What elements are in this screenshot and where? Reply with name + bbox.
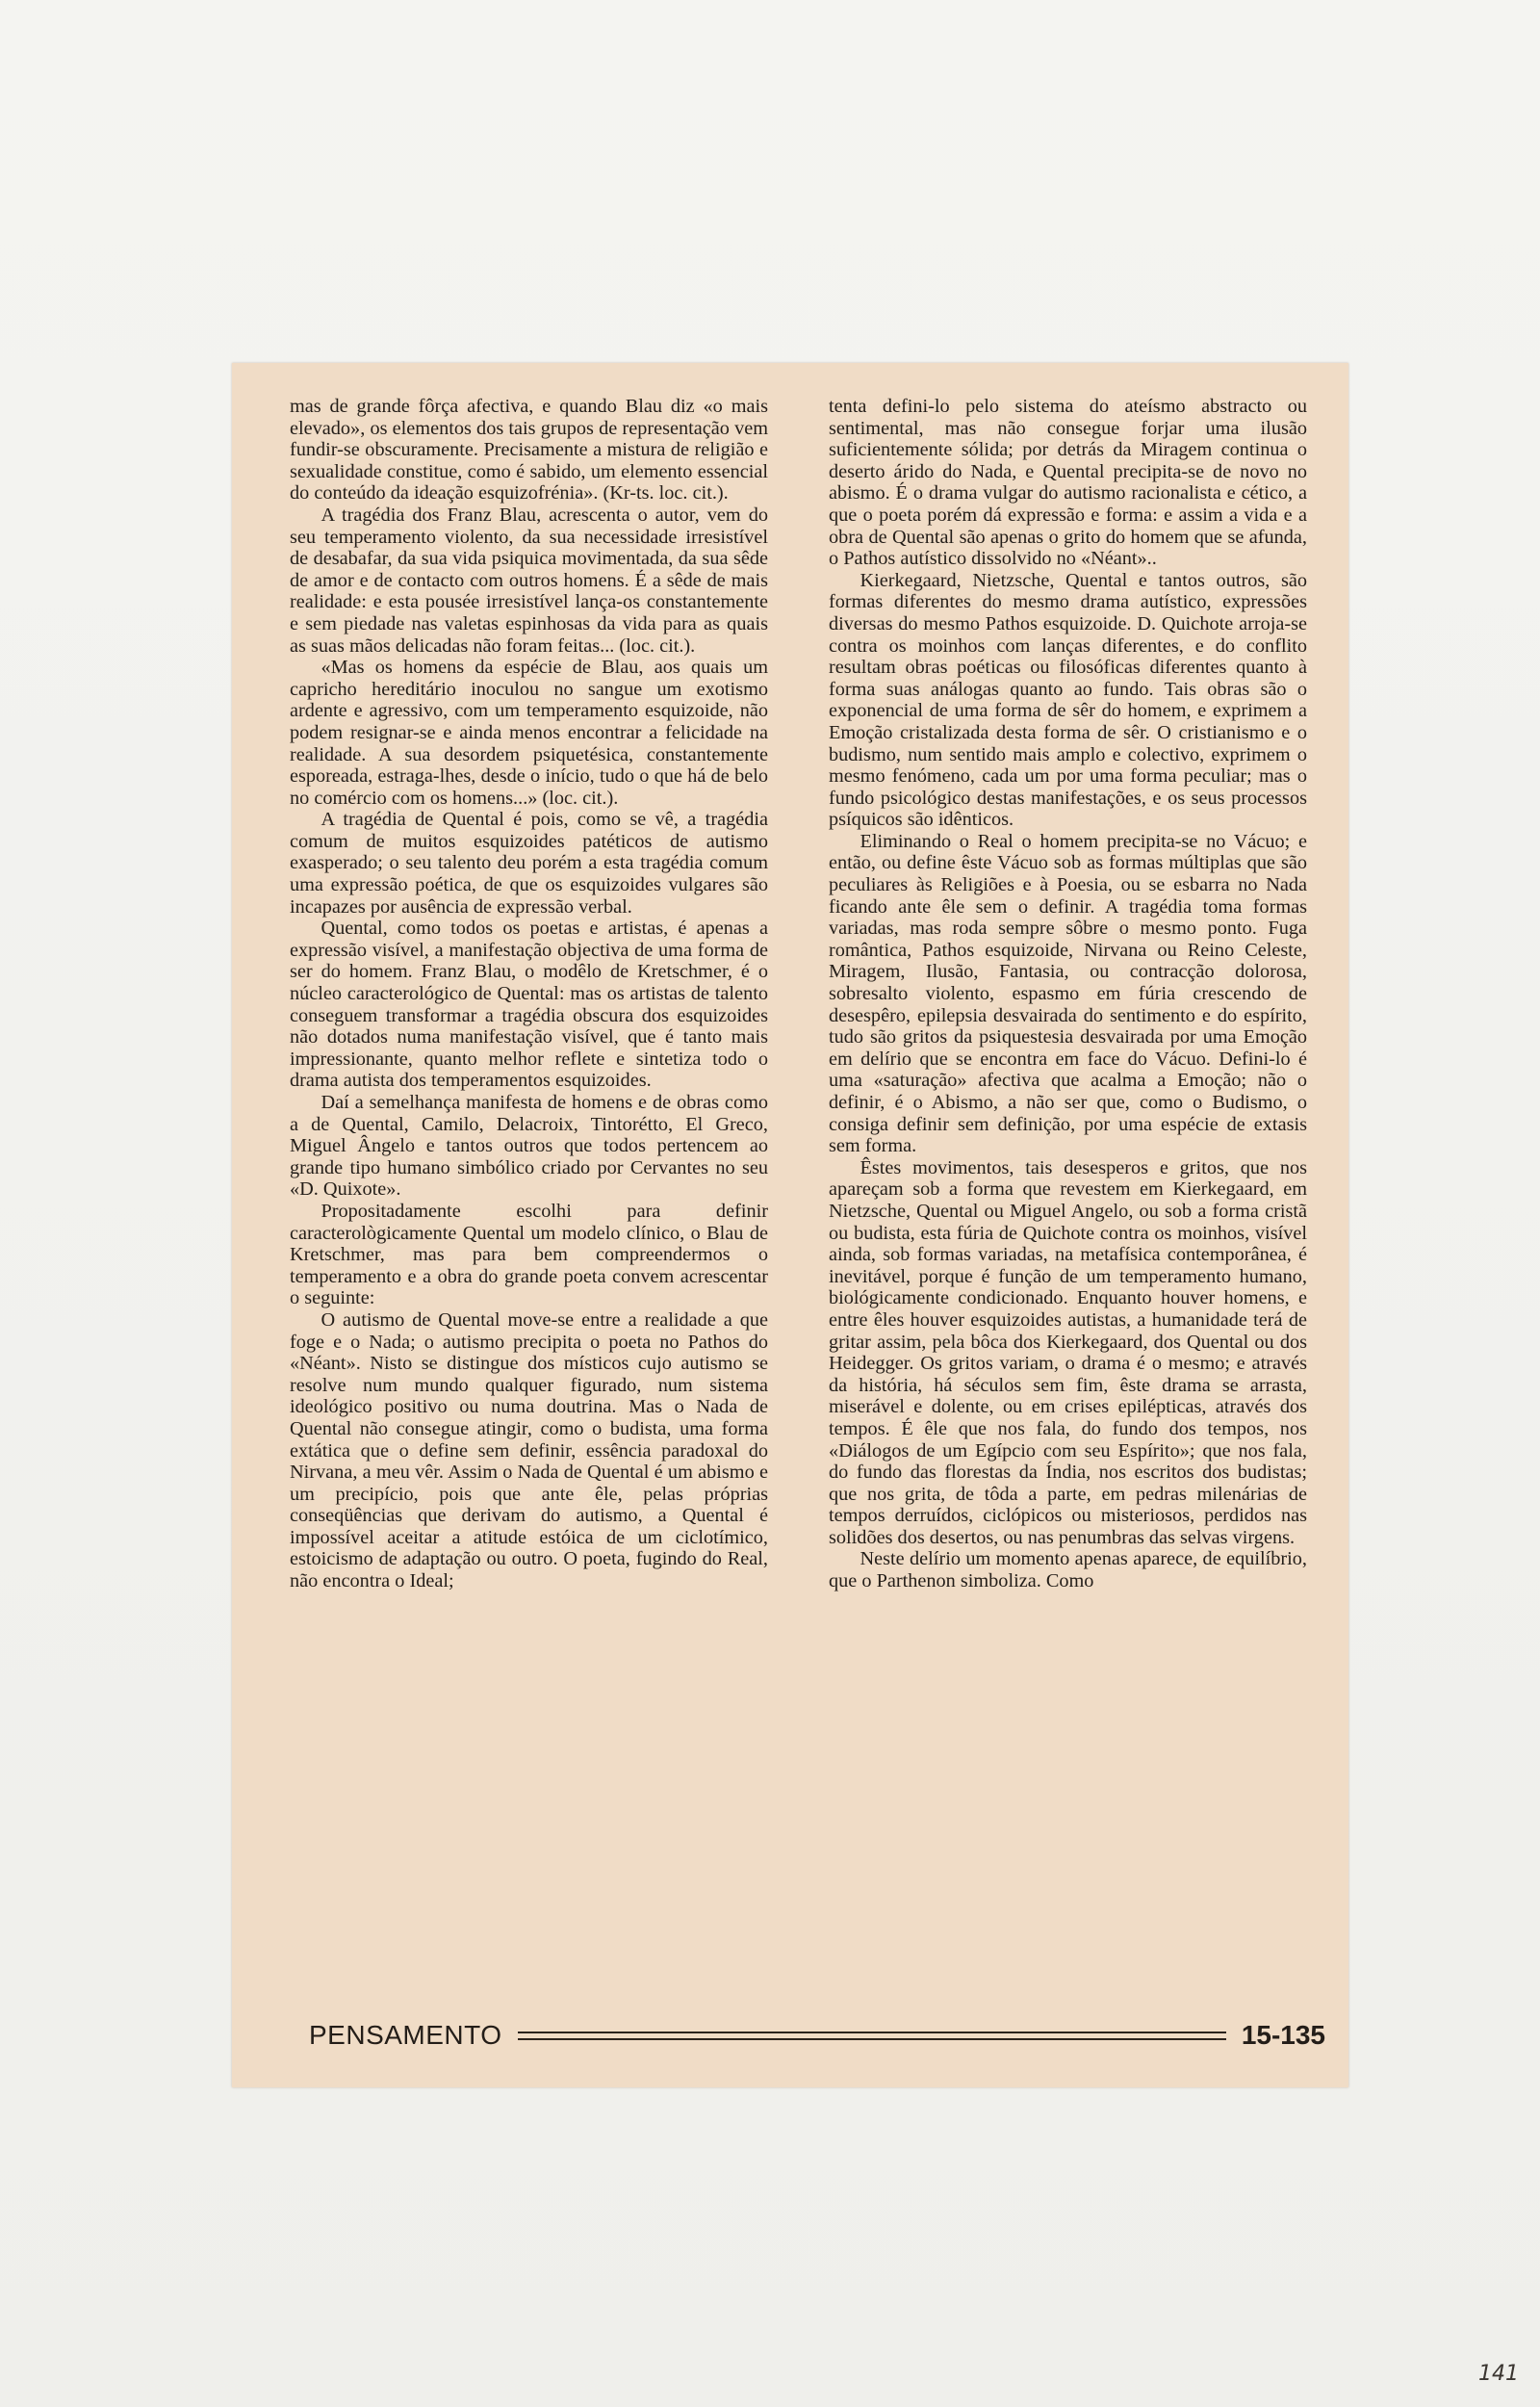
paragraph: Kierkegaard, Nietzsche, Quental e tantos outros, são formas diferentes do mesmo drama autístico, expressões diversas do mesmo Pathos esquizoide. D. Quichote arroja-se contra os moinhos com lanças diferentes, e do conflito resultam obras poéticas ou filosóficas diferentes quanto à forma suas análogas quanto ao fundo. Tais obras são o exponencial de uma forma de sêr do homem, e exprimem a Emoção cristalizada desta forma de sêr. O cristianismo e o budismo, num sentido mais amplo e colectivo, exprimem o mesmo fenómeno, cada um por uma forma peculiar; mas o fundo psicológico destas manifestações, e os seus processos psíquicos são idênticos. bbox=[829, 569, 1307, 831]
paragraph: tenta defini-lo pelo sistema do ateísmo abstracto ou sentimental, mas não consegue forjar uma ilusão suficientemente sólida; por detrás da Miragem continua o deserto árido do Nada, e Quental precipita-se de novo no abismo. É o drama vulgar do autismo racionalista e cético, a que o poeta porém dá expressão e forma: e assim a vida e a obra de Quental são apenas o grito do homem que se afunda, o Pathos autístico dissolvido no «Néant».. bbox=[829, 396, 1307, 570]
paragraph: Propositadamente escolhi para definir caracterològicamente Quental um modelo clínico, o Blau de Kretschmer, mas para bem compreendermos o temperamento e a obra do grande poeta convem acrescentar o seguinte: bbox=[290, 1200, 768, 1309]
paragraph: «Mas os homens da espécie de Blau, aos quais um capricho hereditário inoculou no sangue um exotismo ardente e agressivo, com um temperamento esquizoide, não podem resignar-se e ainda menos encontrar a felicidade na realidade. A sua desordem psiquetésica, constantemente esporeada, estraga-lhes, desde o início, tudo o que há de belo no comércio com os homens...» (loc. cit.). bbox=[290, 657, 768, 809]
paragraph: Daí a semelhança manifesta de homens e de obras como a de Quental, Camilo, Delacroix, Tintorétto, El Greco, Miguel Ângelo e tantos outros que todos pertencem ao grande tipo humano simbólico criado por Cervantes no seu «D. Quixote». bbox=[290, 1092, 768, 1201]
page-number: 15-135 bbox=[1241, 2020, 1325, 2050]
paragraph: Neste delírio um momento apenas aparece, de equilíbrio, que o Parthenon simboliza. Como bbox=[829, 1548, 1307, 1592]
handwritten-archive-number: 141 bbox=[1478, 2362, 1519, 2386]
paragraph: A tragédia dos Franz Blau, acrescenta o autor, vem do seu temperamento violento, da sua necessidade irresistível de desabafar, da sua vida psiquica movimentada, da sua sêde de amor e de contacto com outros homens. É a sêde de mais realidade: e esta pousée irresistível lança-os constantemente e sem piedade nas valetas espinhosas da vida para as quais as suas mãos delicadas não foram feitas... (loc. cit.). bbox=[290, 504, 768, 657]
left-column bbox=[290, 396, 768, 1592]
footer-double-rule bbox=[518, 2032, 1226, 2040]
page-footer bbox=[309, 2016, 1325, 2055]
right-column bbox=[829, 396, 1307, 1592]
paragraph: Eliminando o Real o homem precipita-se no Vácuo; e então, ou define êste Vácuo sob as formas múltiplas que são peculiares às Religiões e à Poesia, ou se esbarra no Nada ficando ante êle sem o definir. A tragédia toma formas variadas, mas roda sempre sôbre o mesmo ponto. Fuga romântica, Pathos esquizoide, Nirvana ou Reino Celeste, Miragem, Ilusão, Fantasia, ou contracção dolorosa, sobresalto violento, espasmo em fúria crescendo de desespêro, epilepsia desvairada do sentimento e do espírito, tudo são gritos da psiquestesia desvairada por uma Emoção em delírio que se encontra em face do Vácuo. Defini-lo é uma «saturação» afectiva que acalma a Emoção; não o definir, é o Abismo, a não ser que, como o Budismo, o consiga definir sem definição, por uma espécie de extasis sem forma. bbox=[829, 830, 1307, 1157]
paragraph: mas de grande fôrça afectiva, e quando Blau diz «o mais elevado», os elementos dos tais grupos de representação vem fundir-se obscuramente. Precisamente a mistura de religião e sexualidade constitue, como é sabido, um elemento essencial do conteúdo da ideação esquizofrénia». (Kr-ts. loc. cit.). bbox=[290, 396, 768, 505]
paragraph: Êstes movimentos, tais desesperos e gritos, que nos apareçam sob a forma que revestem em Kierkegaard, em Nietzsche, Quental ou Miguel Angelo, ou sob a forma cristã ou budista, esta fúria de Quichote contra os moinhos, visível ainda, sob formas variadas, na metafísica contemporânea, é inevitável, porque é função de um temperamento humano, biológicamente condicionado. Enquanto houver homens, e entre êles houver esquizoides autistas, a humanidade terá de gritar assim, pela bôca dos Kierkegaard, dos Quental ou dos Heidegger. Os gritos variam, o drama é o mesmo; e através da história, há séculos sem fim, êste drama se arrasta, miserável e dolente, ou em crises epilépticas, através dos tempos. É êle que nos fala, do fundo dos tempos, nos «Diálogos de um Egípcio com seu Espírito»; que nos fala, do fundo das florestas da Índia, nos escritos dos budistas; que nos grita, de tôda a parte, em pedras milenárias de tempos derruídos, ciclópicos ou misteriosos, perdidos nas solidões dos desertos, ou nas penumbras das selvas virgens. bbox=[829, 1156, 1307, 1548]
paragraph: Quental, como todos os poetas e artistas, é apenas a expressão visível, a manifestação objectiva de uma forma de ser do homem. Franz Blau, o modêlo de Kretschmer, é o núcleo caracterológico de Quental: mas os artistas de talento conseguem transformar a tragédia obscura dos esquizoides não dotados numa manifestação visível, que é tanto mais impressionante, quanto melhor reflete e sintetiza todo o drama autista dos temperamentos esquizoides. bbox=[290, 918, 768, 1092]
paragraph: A tragédia de Quental é pois, como se vê, a tragédia comum de muitos esquizoides patéticos de autismo exasperado; o seu talento deu porém a esta tragédia comum uma expressão poética, de que os esquizoides vulgares são incapazes por ausência de expressão verbal. bbox=[290, 809, 768, 918]
newspaper-clipping bbox=[232, 363, 1348, 2087]
journal-name: PENSAMENTO bbox=[309, 2020, 502, 2050]
paragraph: O autismo de Quental move-se entre a realidade a que foge e o Nada; o autismo precipita o poeta no Pathos do «Néant». Nisto se distingue dos místicos cujo autismo se resolve num mundo qualquer figurado, num sistema ideológico positivo ou numa doutrina. Mas o Nada de Quental não consegue atingir, como o budista, uma forma extática que o define sem definir, essência paradoxal do Nirvana, a meu vêr. Assim o Nada de Quental é um abismo e um precipício, pois que ante êle, pelas próprias conseqüências que derivam do autismo, a Quental é impossível aceitar a atitude estóica de um ciclotímico, estoicismo de adaptação ou outro. O poeta, fugindo do Real, não encontra o Ideal; bbox=[290, 1308, 768, 1592]
